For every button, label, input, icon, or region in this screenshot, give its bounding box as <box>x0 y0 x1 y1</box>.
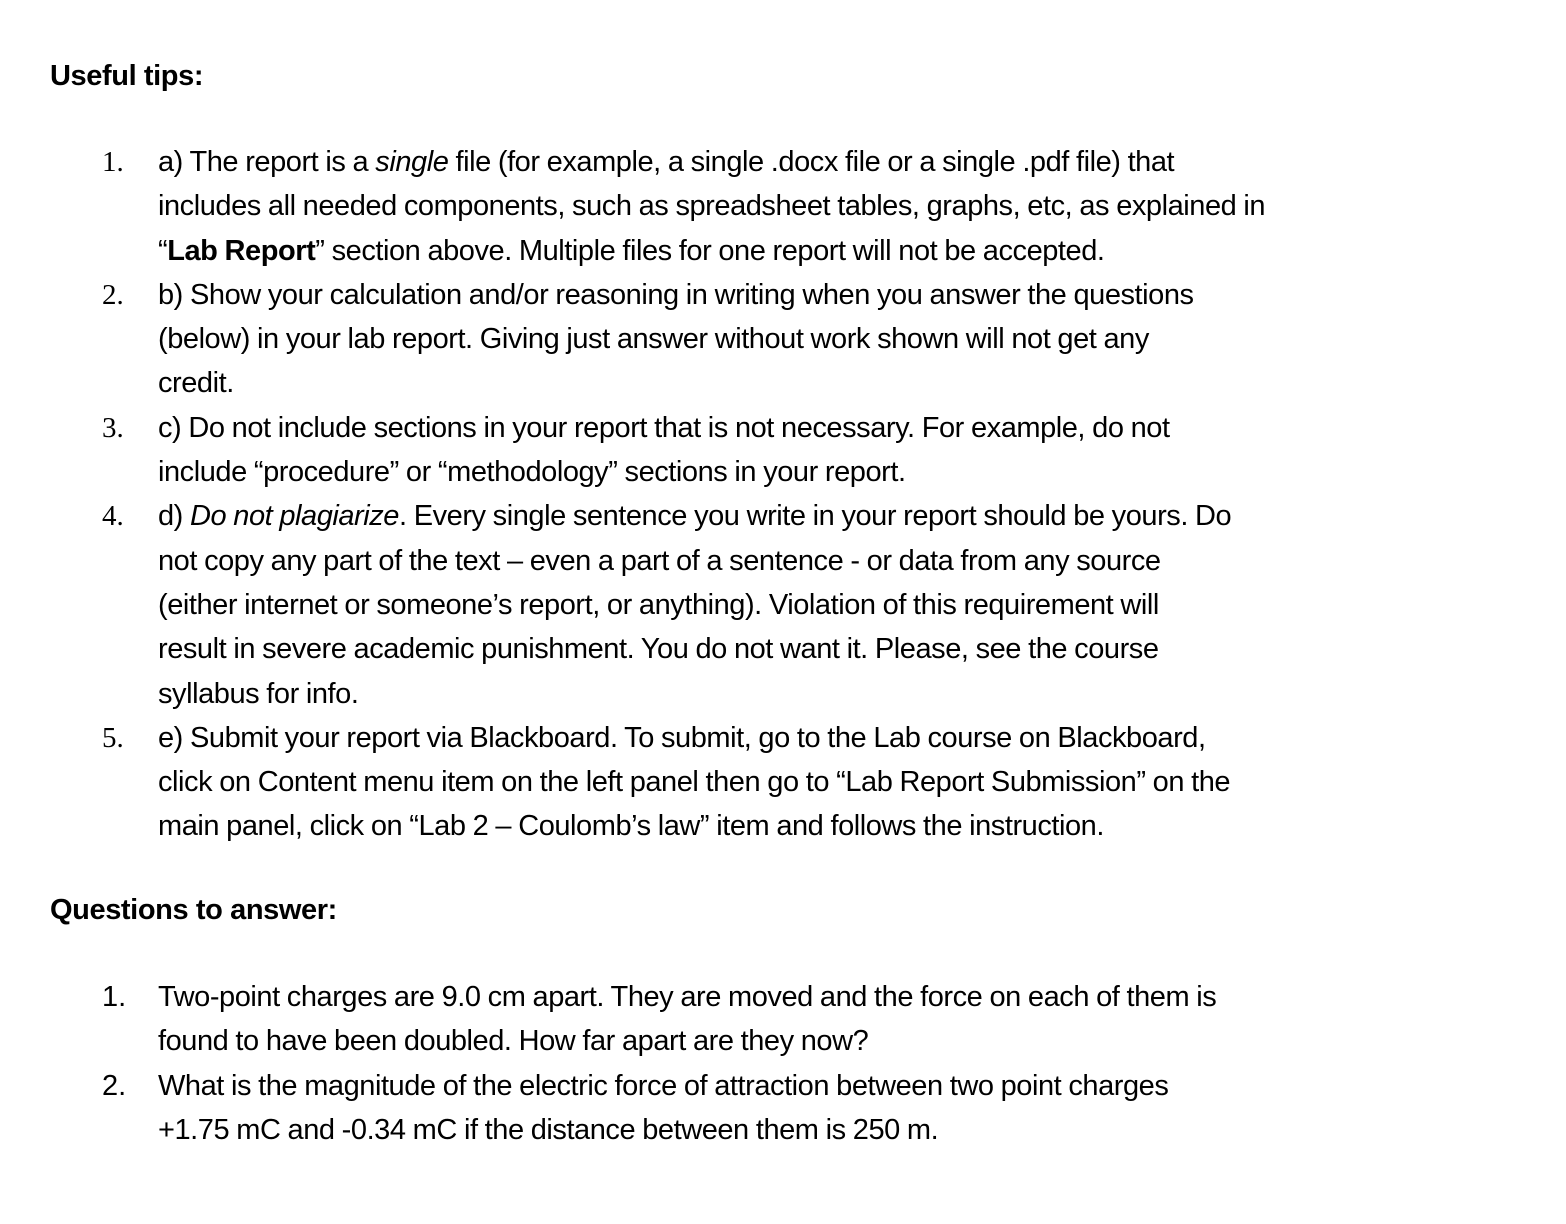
question-line: +1.75 mC and -0.34 mC if the distance between them is 250 m. <box>158 1113 939 1146</box>
list-number: 1. <box>102 981 127 1013</box>
tip-item-d <box>0 494 1458 715</box>
list-number: 5. <box>102 721 124 754</box>
tip-line: credit. <box>158 367 234 400</box>
question-line: Two-point charges are 9.0 cm apart. They are moved and the force on each of them is <box>158 981 1217 1013</box>
tip-line: (either internet or someone’s report, or anything). Violation of this requirement will <box>158 588 1159 621</box>
tip-item-a <box>0 140 1458 273</box>
tip-line: (below) in your lab report. Giving just answer without work shown will not get any <box>158 323 1149 356</box>
tip-line: includes all needed components, such as spreadsheet tables, graphs, etc, as explained in <box>158 190 1266 223</box>
question-item-1 <box>0 975 1458 1064</box>
tip-line: d) Do not plagiarize. Every single sentence you write in your report should be yours. Do <box>158 500 1232 533</box>
list-number: 1. <box>102 146 124 178</box>
question-line: What is the magnitude of the electric force of attraction between two point charges <box>158 1069 1169 1102</box>
tip-item-c <box>0 406 1458 495</box>
tip-line: a) The report is a single file (for example, a single .docx file or a single .pdf file) that <box>158 146 1175 178</box>
questions-heading: Questions to answer: <box>50 894 337 926</box>
question-line: found to have been doubled. How far apart are they now? <box>158 1025 869 1058</box>
useful-tips-list <box>0 140 1566 849</box>
tip-line: main panel, click on “Lab 2 – Coulomb’s law” item and follows the instruction. <box>158 810 1104 843</box>
tip-item-e <box>0 716 1458 849</box>
tip-line: c) Do not include sections in your report that is not necessary. For example, do not <box>158 411 1170 444</box>
tip-line: b) Show your calculation and/or reasoning in writing when you answer the questions <box>158 278 1194 311</box>
tip-line: click on Content menu item on the left panel then go to “Lab Report Submission” on the <box>158 766 1231 799</box>
tip-line: e) Submit your report via Blackboard. To submit, go to the Lab course on Blackboard, <box>158 721 1206 754</box>
tip-line: result in severe academic punishment. You do not want it. Please, see the course <box>158 633 1159 666</box>
list-number: 2. <box>102 1069 127 1102</box>
list-number: 3. <box>102 411 124 444</box>
question-item-2 <box>0 1064 1458 1153</box>
list-number: 4. <box>102 500 124 533</box>
tip-line: syllabus for info. <box>158 677 359 710</box>
useful-tips-heading: Useful tips: <box>50 60 204 92</box>
tip-item-b <box>0 273 1458 406</box>
tip-line: “Lab Report” section above. Multiple files for one report will not be accepted. <box>158 234 1105 267</box>
tip-line: include “procedure” or “methodology” sections in your report. <box>158 456 906 489</box>
tip-line: not copy any part of the text – even a part of a sentence - or data from any source <box>158 544 1161 577</box>
questions-list <box>0 975 1566 1152</box>
list-number: 2. <box>102 278 124 311</box>
